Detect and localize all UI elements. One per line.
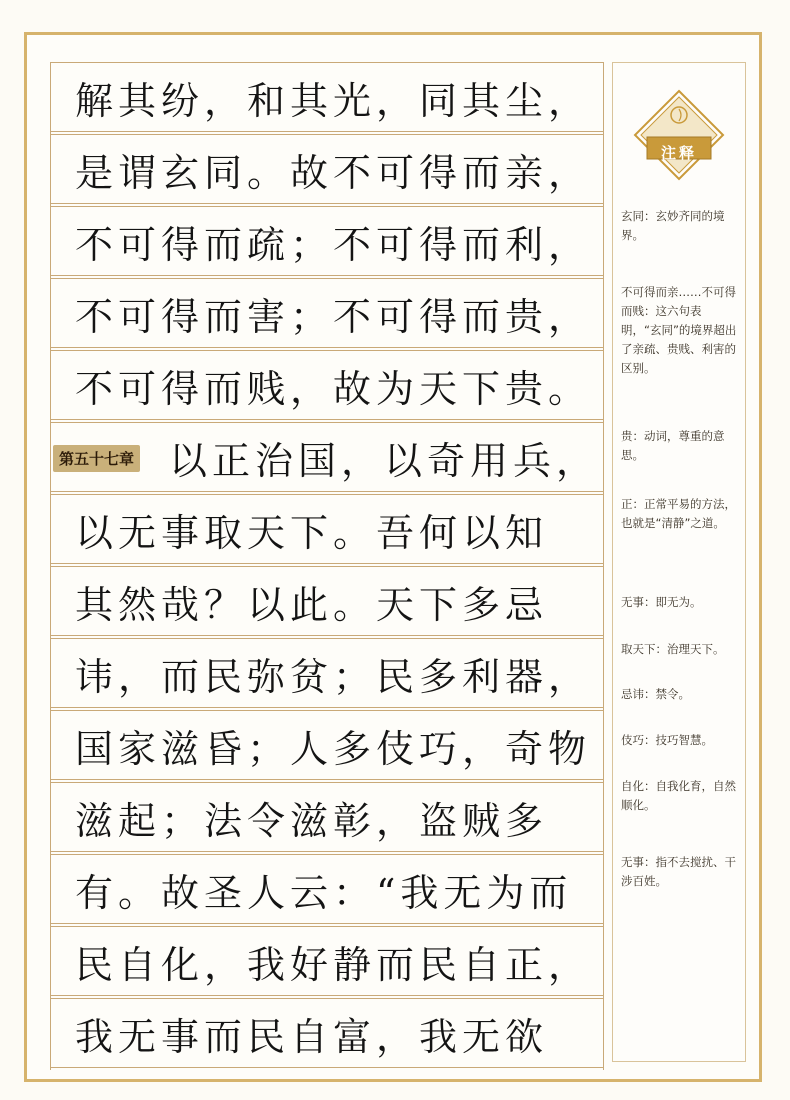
note-item: 忌讳：禁令。 xyxy=(621,687,690,701)
practice-line: 不可得而疏；不可得而利， xyxy=(51,206,603,276)
practice-line-chapter-start xyxy=(51,422,603,492)
note-item: 伎巧：技巧智慧。 xyxy=(621,733,713,747)
practice-line: 不可得而害；不可得而贵， xyxy=(51,278,603,348)
practice-line: 我无事而民自富，我无欲 xyxy=(51,998,603,1068)
practice-line-text: 以正治国，以奇用兵， xyxy=(169,438,600,483)
note-item: 自化：自我化育，自然顺化。 xyxy=(621,779,736,812)
practice-line: 不可得而贱，故为天下贵。 xyxy=(51,350,603,420)
chapter-tag: 第五十七章 xyxy=(53,445,140,472)
notes-badge-label: 注释 xyxy=(660,144,697,162)
diamond-badge-icon xyxy=(633,89,725,181)
practice-line: 滋起；法令滋彰，盗贼多 xyxy=(51,782,603,852)
practice-grid xyxy=(50,62,604,1070)
note-item: 无事：即无为。 xyxy=(621,595,702,609)
practice-line: 其然哉？以此。天下多忌 xyxy=(51,566,603,636)
note-item: 正：正常平易的方法，也就是“清静”之道。 xyxy=(621,497,736,530)
practice-line: 国家滋昏；人多伎巧，奇物 xyxy=(51,710,603,780)
practice-line: 是谓玄同。故不可得而亲， xyxy=(51,134,603,204)
notes-column xyxy=(612,62,746,1062)
note-item: 取天下：治理天下。 xyxy=(621,642,725,656)
practice-line: 以无事取天下。吾何以知 xyxy=(51,494,603,564)
note-item: 贵：动词，尊重的意思。 xyxy=(621,429,725,462)
practice-line: 民自化，我好静而民自正， xyxy=(51,926,603,996)
note-item: 玄同：玄妙齐同的境界。 xyxy=(621,209,725,242)
note-item: 不可得而亲……不可得而贱：这六句表明，“玄同”的境界超出了亲疏、贵贱、利害的区别。 xyxy=(621,285,737,375)
notes-badge xyxy=(633,89,725,181)
practice-line: 讳，而民弥贫；民多利器， xyxy=(51,638,603,708)
practice-line: 有。故圣人云：“我无为而 xyxy=(51,854,603,924)
practice-line: 解其纷，和其光，同其尘， xyxy=(51,62,603,132)
note-item: 无事：指不去搅扰、干涉百姓。 xyxy=(621,855,736,888)
